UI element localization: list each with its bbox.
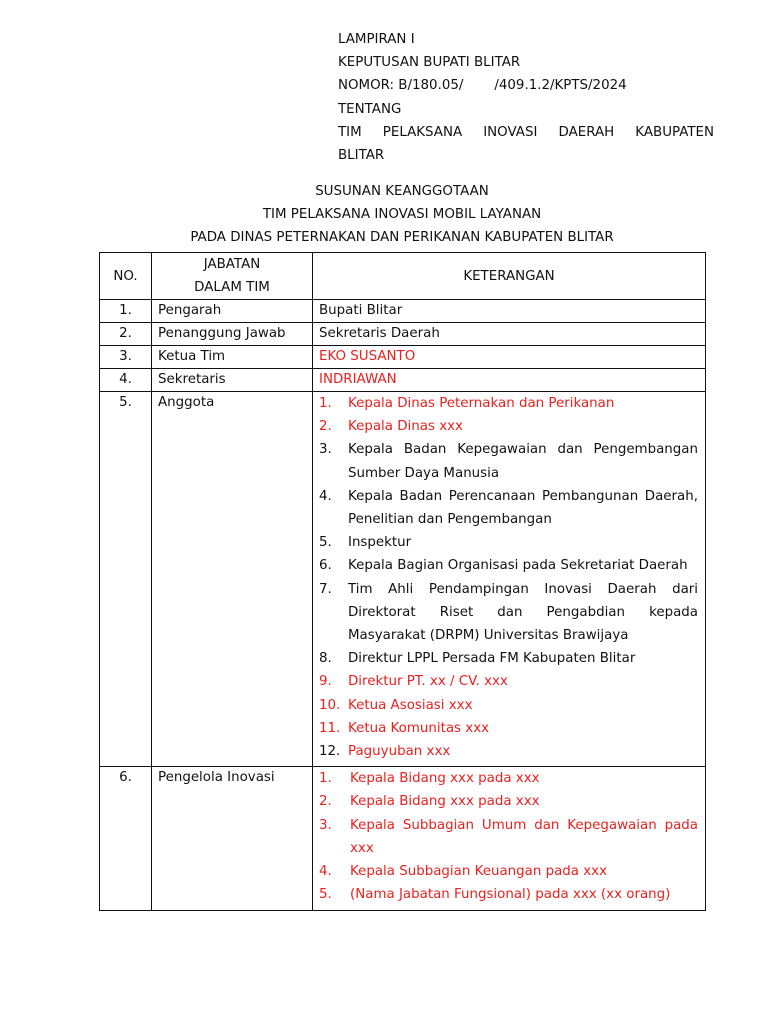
document-titles bbox=[100, 180, 704, 250]
item-text: Ketua Asosiasi xxx bbox=[348, 697, 473, 713]
item-number: 1. bbox=[319, 771, 332, 787]
row-no: 6. bbox=[100, 767, 152, 911]
item-number: 2. bbox=[319, 419, 332, 435]
title-line-2: TIM PELAKSANA INOVASI MOBIL LAYANAN bbox=[262, 207, 542, 223]
item-number: 7. bbox=[319, 581, 332, 597]
row-keterangan: Bupati Blitar bbox=[313, 300, 706, 323]
list-item bbox=[319, 883, 698, 906]
header-keterangan: KETERANGAN bbox=[313, 253, 706, 300]
list-item bbox=[319, 694, 698, 717]
header-jabatan-line1: JABATAN bbox=[203, 257, 261, 272]
row-jabatan: Penanggung Jawab bbox=[152, 323, 313, 346]
item-number: 6. bbox=[319, 558, 332, 574]
keputusan-label: KEPUTUSAN BUPATI BLITAR bbox=[338, 55, 521, 71]
item-number: 3. bbox=[319, 817, 332, 833]
item-text: Kepala Subbagian Umum dan Kepegawaian pada xxx bbox=[350, 817, 698, 856]
table-header-row bbox=[100, 253, 706, 300]
list-item bbox=[319, 578, 698, 648]
list-item bbox=[319, 554, 698, 577]
item-number: 11. bbox=[319, 720, 341, 736]
table-row bbox=[100, 392, 706, 767]
list-item bbox=[319, 717, 698, 740]
title-line-1: SUSUNAN KEANGGOTAAN bbox=[315, 184, 489, 199]
item-text: Kepala Dinas xxx bbox=[348, 419, 463, 435]
list-item bbox=[319, 485, 698, 531]
subject-line-2: BLITAR bbox=[338, 148, 385, 164]
item-text: Kepala Bagian Organisasi pada Sekretariat Daerah bbox=[348, 558, 688, 574]
title-line-3: PADA DINAS PETERNAKAN DAN PERIKANAN KABUPATEN BLITAR bbox=[190, 230, 614, 246]
row-jabatan: Ketua Tim bbox=[152, 346, 313, 369]
item-number: 2. bbox=[319, 794, 332, 810]
row-keterangan: Sekretaris Daerah bbox=[313, 323, 706, 346]
row-keterangan: EKO SUSANTO bbox=[313, 346, 706, 369]
row-jabatan: Pengarah bbox=[152, 300, 313, 323]
pengelola-list bbox=[319, 767, 698, 906]
item-number: 5. bbox=[319, 887, 332, 903]
list-item bbox=[319, 438, 698, 484]
item-text: (Nama Jabatan Fungsional) pada xxx (xx orang) bbox=[350, 887, 671, 903]
row-keterangan bbox=[313, 392, 706, 767]
item-number: 8. bbox=[319, 651, 332, 667]
item-text: Kepala Bidang xxx pada xxx bbox=[350, 771, 540, 787]
table-row bbox=[100, 300, 706, 323]
table-row bbox=[100, 767, 706, 911]
list-item bbox=[319, 392, 698, 415]
subject-line: TIM PELAKSANA INOVASI DAERAH KABUPATEN bbox=[338, 124, 714, 140]
item-number: 9. bbox=[319, 674, 332, 690]
item-number: 10. bbox=[319, 697, 341, 713]
item-text: Inspektur bbox=[348, 535, 412, 551]
header-no: NO. bbox=[100, 253, 152, 300]
item-text: Kepala Subbagian Keuangan pada xxx bbox=[350, 864, 608, 880]
item-text: Kepala Dinas Peternakan dan Perikanan bbox=[348, 396, 615, 411]
item-number: 1. bbox=[319, 396, 332, 411]
list-item bbox=[319, 647, 698, 670]
membership-table bbox=[99, 252, 706, 911]
lampiran-label: LAMPIRAN I bbox=[338, 32, 415, 47]
anggota-list bbox=[319, 392, 698, 763]
row-no: 1. bbox=[100, 300, 152, 323]
item-number: 12. bbox=[319, 744, 341, 760]
item-text: Kepala Badan Kepegawaian dan Pengembangan Sumber Daya Manusia bbox=[348, 442, 698, 481]
table-row bbox=[100, 323, 706, 346]
list-item bbox=[319, 740, 698, 763]
list-item bbox=[319, 814, 698, 860]
item-number: 3. bbox=[319, 442, 332, 458]
list-item bbox=[319, 415, 698, 438]
item-text: Kepala Bidang xxx pada xxx bbox=[350, 794, 540, 810]
item-number: 4. bbox=[319, 488, 332, 504]
item-number: 5. bbox=[319, 535, 332, 551]
nomor-suffix: /409.1.2/KPTS/2024 bbox=[494, 78, 627, 94]
item-text: Ketua Komunitas xxx bbox=[348, 720, 490, 736]
list-item bbox=[319, 531, 698, 554]
row-keterangan bbox=[313, 767, 706, 911]
row-no: 3. bbox=[100, 346, 152, 369]
row-jabatan: Anggota bbox=[152, 392, 313, 767]
item-number: 4. bbox=[319, 864, 332, 880]
list-item bbox=[319, 767, 698, 790]
header-jabatan bbox=[152, 253, 313, 300]
list-item bbox=[319, 670, 698, 693]
item-text: Direktur LPPL Persada FM Kabupaten Blitar bbox=[348, 651, 636, 667]
item-text: Tim Ahli Pendampingan Inovasi Daerah dari Direktorat Riset dan Pengabdian kepada Masyarakat (DRPM) Universitas Brawijaya bbox=[348, 581, 698, 644]
item-text: Paguyuban xxx bbox=[348, 744, 451, 760]
row-jabatan: Pengelola Inovasi bbox=[152, 767, 313, 911]
nomor-line bbox=[338, 74, 714, 97]
row-jabatan: Sekretaris bbox=[152, 369, 313, 392]
tentang-label: TENTANG bbox=[338, 101, 402, 117]
row-no: 2. bbox=[100, 323, 152, 346]
list-item bbox=[319, 790, 698, 813]
table-row bbox=[100, 346, 706, 369]
item-text: Direktur PT. xx / CV. xxx bbox=[348, 674, 508, 690]
item-text: Kepala Badan Perencanaan Pembangunan Daerah, Penelitian dan Pengembangan bbox=[348, 488, 698, 528]
header-jabatan-line2: DALAM TIM bbox=[194, 280, 270, 295]
table-row bbox=[100, 369, 706, 392]
row-keterangan: INDRIAWAN bbox=[313, 369, 706, 392]
list-item bbox=[319, 860, 698, 883]
row-no: 4. bbox=[100, 369, 152, 392]
nomor-prefix: NOMOR: B/180.05/ bbox=[338, 78, 464, 94]
row-no: 5. bbox=[100, 392, 152, 767]
document-header bbox=[338, 28, 714, 167]
